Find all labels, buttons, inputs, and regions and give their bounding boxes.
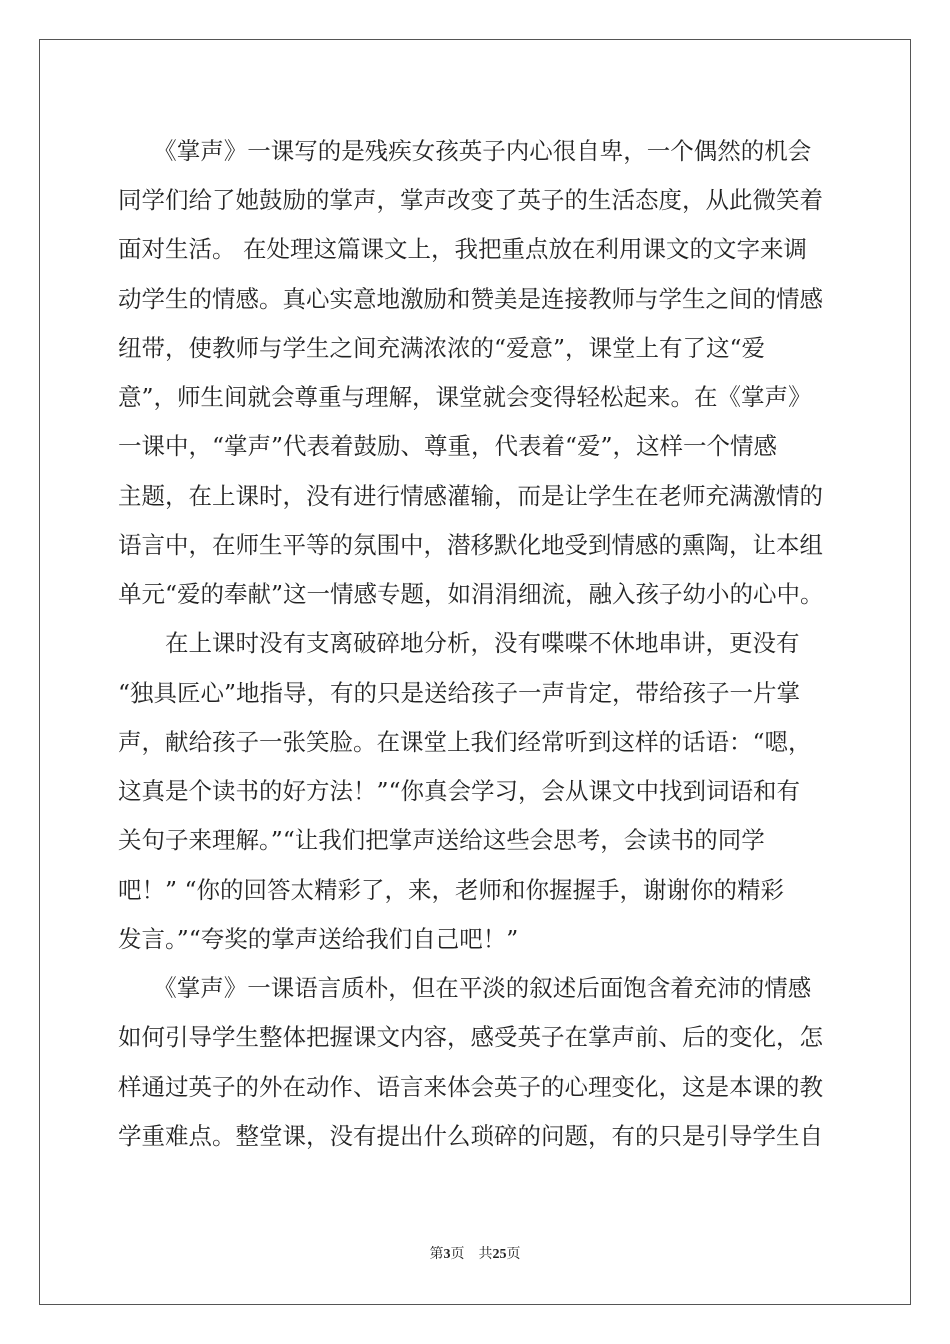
page-border — [39, 39, 911, 1305]
page-prefix: 第 — [429, 1246, 444, 1262]
text-line: 如何引导学生整体把握课文内容，感受英子在掌声前、后的变化，怎 — [118, 1023, 823, 1051]
text-line: 《掌声》一课写的是残疾女孩英子内心很自卑，一个偶然的机会 — [118, 137, 812, 165]
text-line: 意”，师生间就会尊重与理解，课堂就会变得轻松起来。在《掌声》 — [118, 383, 812, 411]
text-line: 在上课时没有支离破碎地分析，没有喋喋不休地串讲，更没有 — [118, 629, 800, 657]
text-line: 声，献给孩子一张笑脸。在课堂上我们经常听到这样的话语：“嗯， — [118, 728, 812, 756]
text-line: 这真是个读书的好方法！”“你真会学习，会从课文中找到词语和有 — [118, 777, 801, 805]
text-line: 纽带，使教师与学生之间充满浓浓的“爱意”，课堂上有了这“爱 — [118, 334, 766, 362]
text-line: 吧！” “你的回答太精彩了，来，老师和你握握手，谢谢你的精彩 — [118, 876, 784, 904]
text-line: 主题，在上课时，没有进行情感灌输，而是让学生在老师充满激情的 — [118, 482, 823, 510]
text-line: “独具匠心”地指导，有的只是送给孩子一声肯定，带给孩子一片掌 — [118, 679, 801, 707]
total-pages: 25 — [492, 1247, 507, 1262]
text-line: 发言。”“夸奖的掌声送给我们自己吧！” — [118, 925, 519, 953]
text-line: 关句子来理解。”“让我们把掌声送给这些会思考，会读书的同学 — [118, 826, 765, 854]
text-line: 面对生活。 在处理这篇课文上，我把重点放在利用课文的文字来调 — [118, 235, 807, 263]
text-line: 语言中，在师生平等的氛围中，潜移默化地受到情感的熏陶，让本组 — [118, 531, 823, 559]
text-line: 单元“爱的奉献”这一情感专题，如涓涓细流，融入孩子幼小的心中。 — [118, 580, 824, 608]
page-number: 3 — [443, 1247, 451, 1262]
text-line: 一课中，“掌声”代表着鼓励、尊重，代表着“爱”，这样一个情感 — [118, 432, 778, 460]
text-line: 样通过英子的外在动作、语言来体会英子的心理变化，这是本课的教 — [118, 1073, 823, 1101]
total-prefix: 共 — [478, 1246, 493, 1262]
text-line: 《掌声》一课语言质朴，但在平淡的叙述后面饱含着充沛的情感 — [118, 974, 812, 1002]
text-line: 同学们给了她鼓励的掌声，掌声改变了英子的生活态度，从此微笑着 — [118, 186, 823, 214]
total-suffix: 页 — [506, 1246, 521, 1262]
page-suffix: 页 — [450, 1246, 465, 1262]
text-line: 学重难点。整堂课，没有提出什么琐碎的问题，有的只是引导学生自 — [118, 1122, 823, 1150]
text-line: 动学生的情感。真心实意地激励和赞美是连接教师与学生之间的情感 — [118, 285, 823, 313]
page-footer — [0, 1243, 950, 1263]
